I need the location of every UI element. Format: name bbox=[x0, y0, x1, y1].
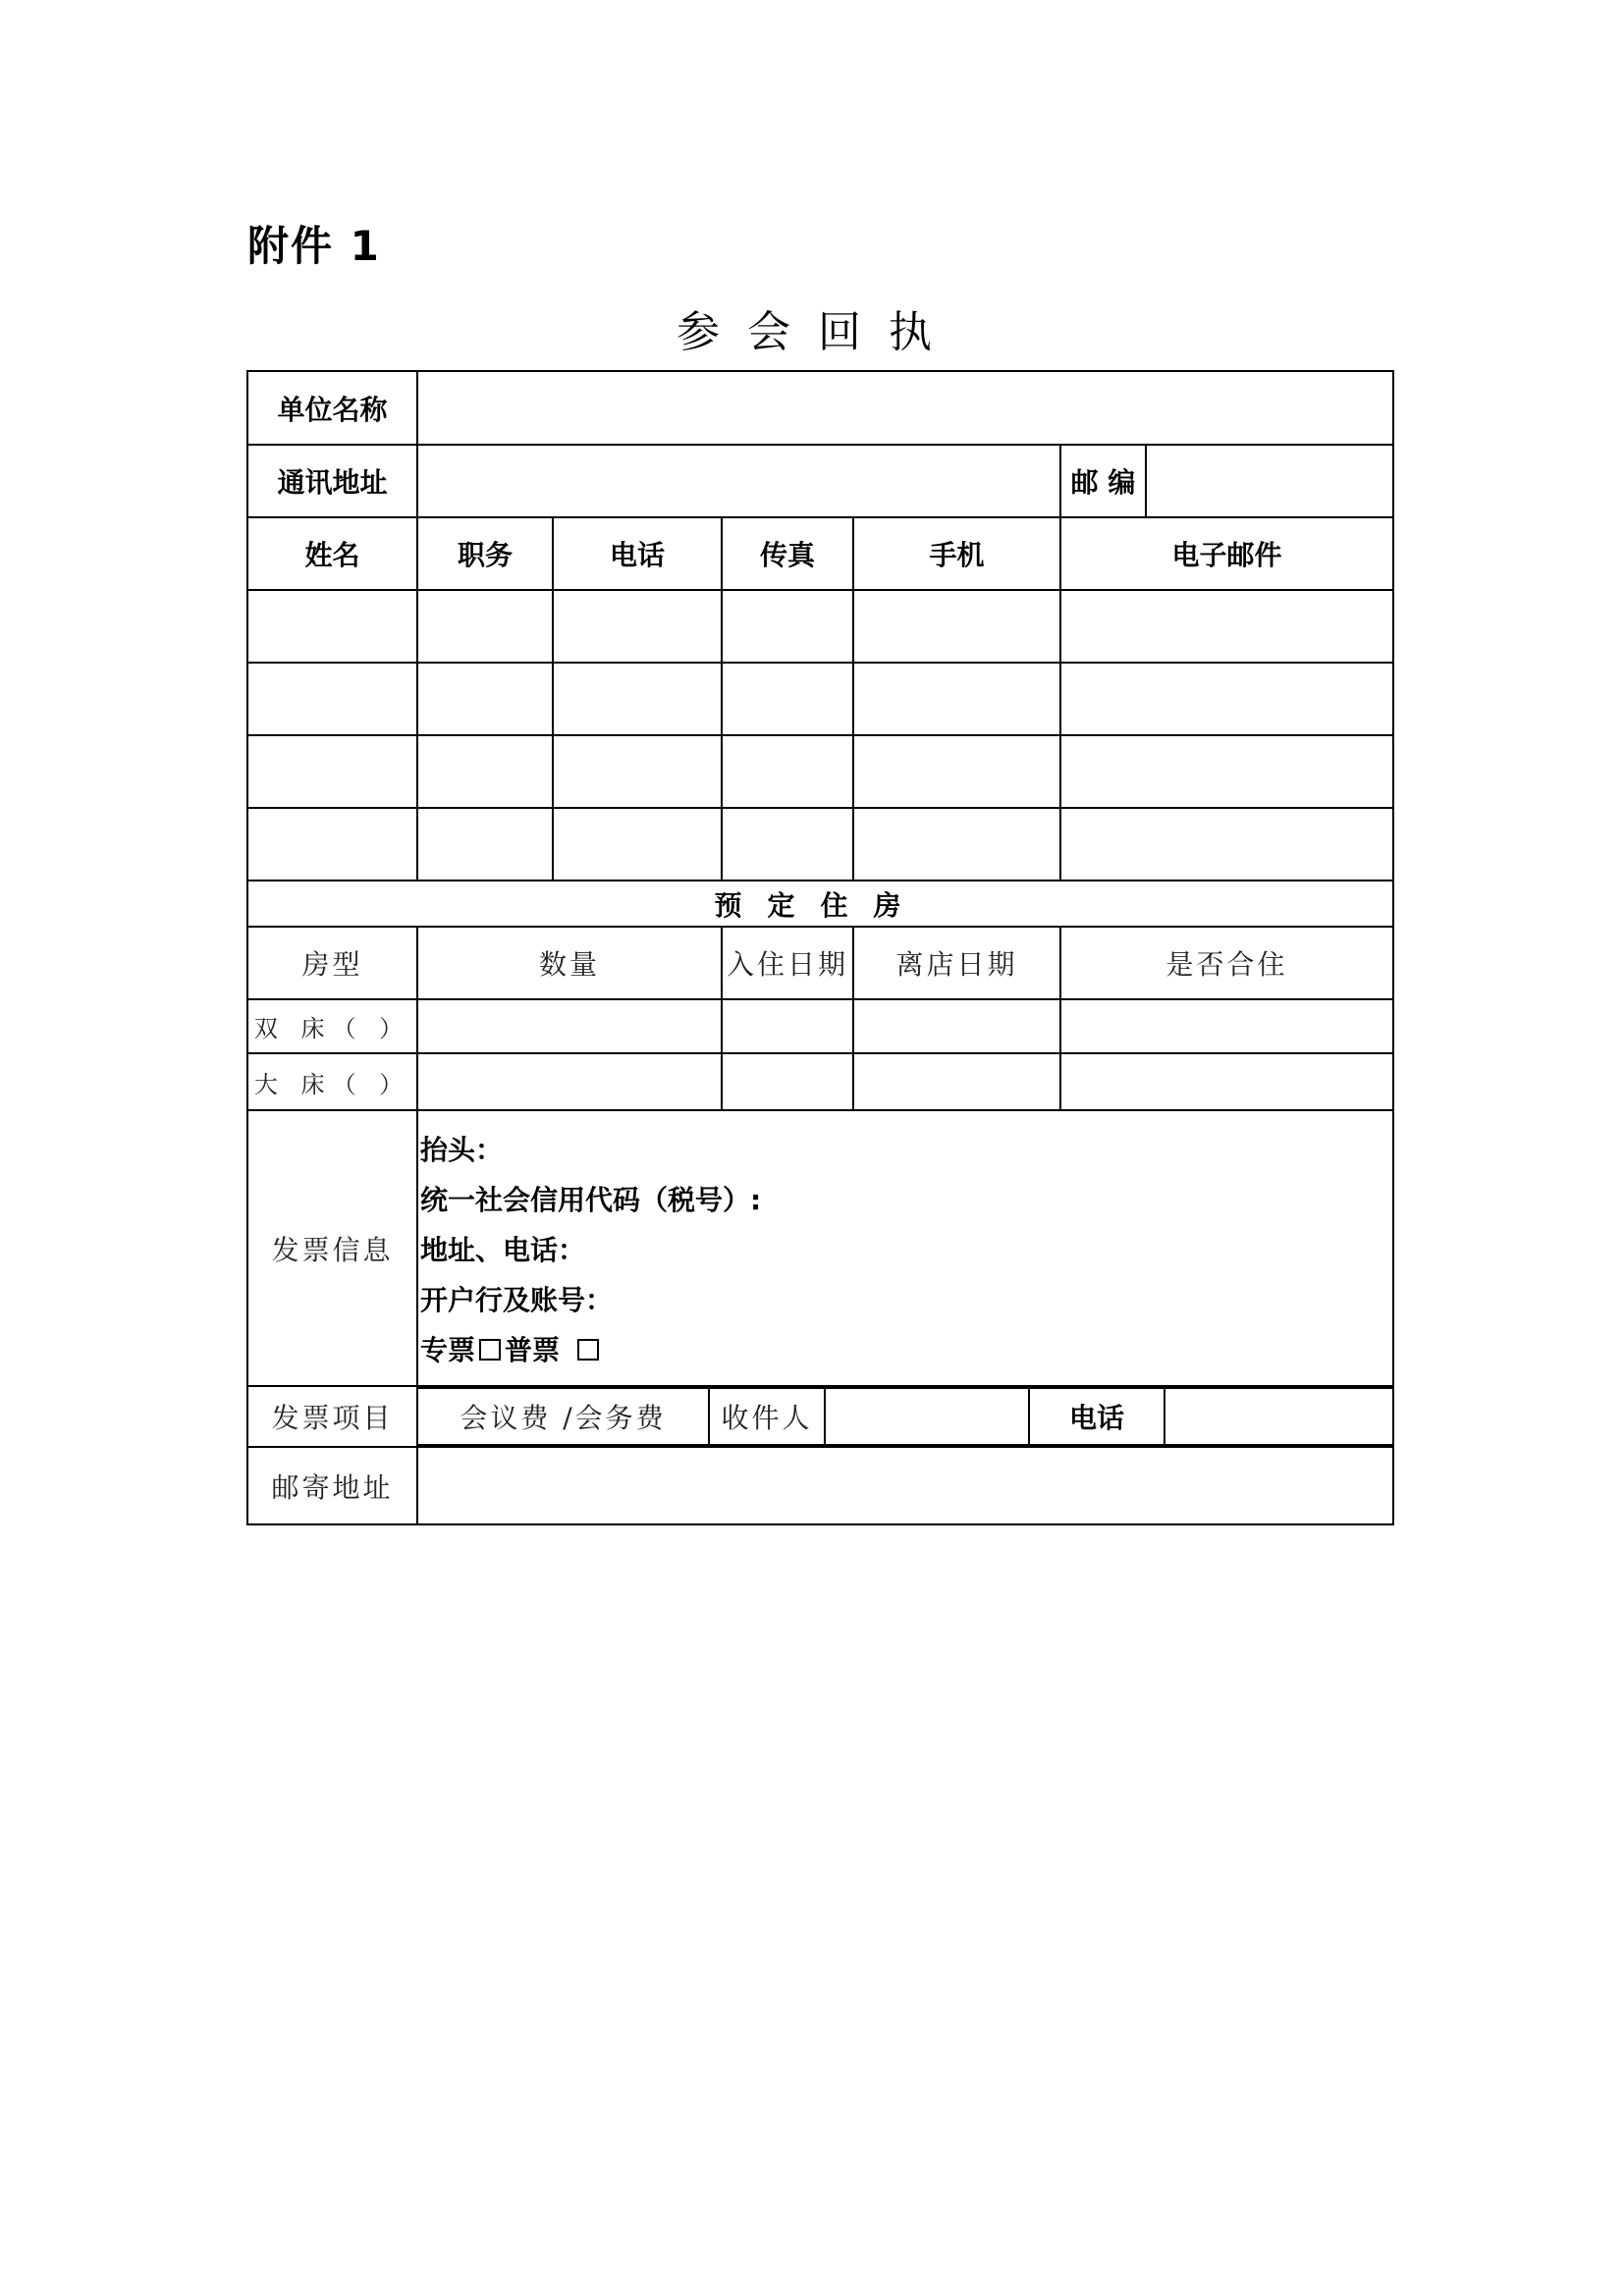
room-col-type: 房型 bbox=[247, 927, 417, 999]
invoice-bank-line: 开户行及账号： bbox=[420, 1284, 614, 1316]
room-row-king bbox=[247, 1053, 1393, 1110]
attendee-email-input[interactable] bbox=[1060, 808, 1393, 881]
attendee-mobile-input[interactable] bbox=[853, 590, 1060, 663]
attendee-email-input[interactable] bbox=[1060, 663, 1393, 735]
normal-invoice-checkbox[interactable] bbox=[577, 1339, 599, 1361]
room-header-row bbox=[247, 927, 1393, 999]
room-col-checkout: 离店日期 bbox=[853, 927, 1060, 999]
room-col-quantity: 数量 bbox=[417, 927, 722, 999]
mail-address-label: 邮寄地址 bbox=[247, 1447, 417, 1524]
attendee-email-input[interactable] bbox=[1060, 590, 1393, 663]
special-invoice-checkbox[interactable] bbox=[479, 1339, 501, 1361]
attendee-mobile-input[interactable] bbox=[853, 735, 1060, 808]
attendee-phone-input[interactable] bbox=[553, 808, 722, 881]
recipient-phone-input[interactable] bbox=[1164, 1388, 1393, 1445]
address-input[interactable] bbox=[417, 445, 1060, 517]
col-mobile: 手机 bbox=[853, 517, 1060, 590]
unit-name-input[interactable] bbox=[417, 371, 1393, 445]
attendee-name-input[interactable] bbox=[247, 663, 417, 735]
invoice-address-phone-line: 地址、电话： bbox=[420, 1234, 586, 1266]
special-invoice-label: 专票 bbox=[420, 1334, 476, 1366]
room-section-title: 预定住房 bbox=[247, 881, 1393, 927]
attendee-phone-input[interactable] bbox=[553, 590, 722, 663]
invoice-type-line bbox=[420, 1325, 1392, 1375]
twin-shared-input[interactable] bbox=[1060, 999, 1393, 1053]
king-shared-input[interactable] bbox=[1060, 1053, 1393, 1110]
attendee-name-input[interactable] bbox=[247, 735, 417, 808]
twin-quantity-input[interactable] bbox=[417, 999, 722, 1053]
unit-name-label: 单位名称 bbox=[247, 371, 417, 445]
attendee-row bbox=[247, 735, 1393, 808]
attendee-name-input[interactable] bbox=[247, 590, 417, 663]
king-checkout-input[interactable] bbox=[853, 1053, 1060, 1110]
attendee-mobile-input[interactable] bbox=[853, 663, 1060, 735]
normal-invoice-label: 普票 bbox=[505, 1334, 561, 1366]
room-col-checkin: 入住日期 bbox=[722, 927, 853, 999]
attendee-position-input[interactable] bbox=[417, 590, 553, 663]
postcode-input[interactable] bbox=[1146, 445, 1393, 517]
king-checkin-input[interactable] bbox=[722, 1053, 853, 1110]
attachment-label: 附件 1 bbox=[247, 222, 381, 270]
attendee-position-input[interactable] bbox=[417, 663, 553, 735]
invoice-title-line: 抬头： bbox=[420, 1134, 504, 1166]
col-phone: 电话 bbox=[553, 517, 722, 590]
room-type-king: 大 床（ ） bbox=[247, 1053, 417, 1110]
page-title: 参会回执 bbox=[677, 307, 959, 357]
room-type-twin: 双 床（ ） bbox=[247, 999, 417, 1053]
attendee-mobile-input[interactable] bbox=[853, 808, 1060, 881]
attendee-fax-input[interactable] bbox=[722, 590, 853, 663]
recipient-input[interactable] bbox=[825, 1388, 1029, 1445]
invoice-item-value: 会议费 /会务费 bbox=[418, 1388, 709, 1445]
attendee-header-row bbox=[247, 517, 1393, 590]
king-quantity-input[interactable] bbox=[417, 1053, 722, 1110]
registration-form bbox=[246, 370, 1394, 1525]
room-col-shared: 是否合住 bbox=[1060, 927, 1393, 999]
attendee-row bbox=[247, 808, 1393, 881]
attendee-fax-input[interactable] bbox=[722, 808, 853, 881]
attendee-phone-input[interactable] bbox=[553, 663, 722, 735]
room-row-twin bbox=[247, 999, 1393, 1053]
invoice-item-label: 发票项目 bbox=[247, 1386, 417, 1447]
attendee-name-input[interactable] bbox=[247, 808, 417, 881]
attendee-fax-input[interactable] bbox=[722, 735, 853, 808]
col-name: 姓名 bbox=[247, 517, 417, 590]
twin-checkin-input[interactable] bbox=[722, 999, 853, 1053]
attendee-position-input[interactable] bbox=[417, 808, 553, 881]
attendee-fax-input[interactable] bbox=[722, 663, 853, 735]
address-label: 通讯地址 bbox=[247, 445, 417, 517]
attendee-phone-input[interactable] bbox=[553, 735, 722, 808]
recipient-label: 收件人 bbox=[709, 1388, 825, 1445]
invoice-info-cell[interactable] bbox=[417, 1110, 1393, 1386]
attendee-email-input[interactable] bbox=[1060, 735, 1393, 808]
mail-address-input[interactable] bbox=[417, 1447, 1393, 1524]
attendee-position-input[interactable] bbox=[417, 735, 553, 808]
col-email: 电子邮件 bbox=[1060, 517, 1393, 590]
postcode-label: 邮 编 bbox=[1060, 445, 1146, 517]
twin-checkout-input[interactable] bbox=[853, 999, 1060, 1053]
recipient-phone-label: 电话 bbox=[1029, 1388, 1164, 1445]
invoice-info-label: 发票信息 bbox=[247, 1110, 417, 1386]
attendee-row bbox=[247, 590, 1393, 663]
attendee-row bbox=[247, 663, 1393, 735]
col-fax: 传真 bbox=[722, 517, 853, 590]
invoice-tax-code-line: 统一社会信用代码（税号）: bbox=[420, 1184, 762, 1216]
col-position: 职务 bbox=[417, 517, 553, 590]
